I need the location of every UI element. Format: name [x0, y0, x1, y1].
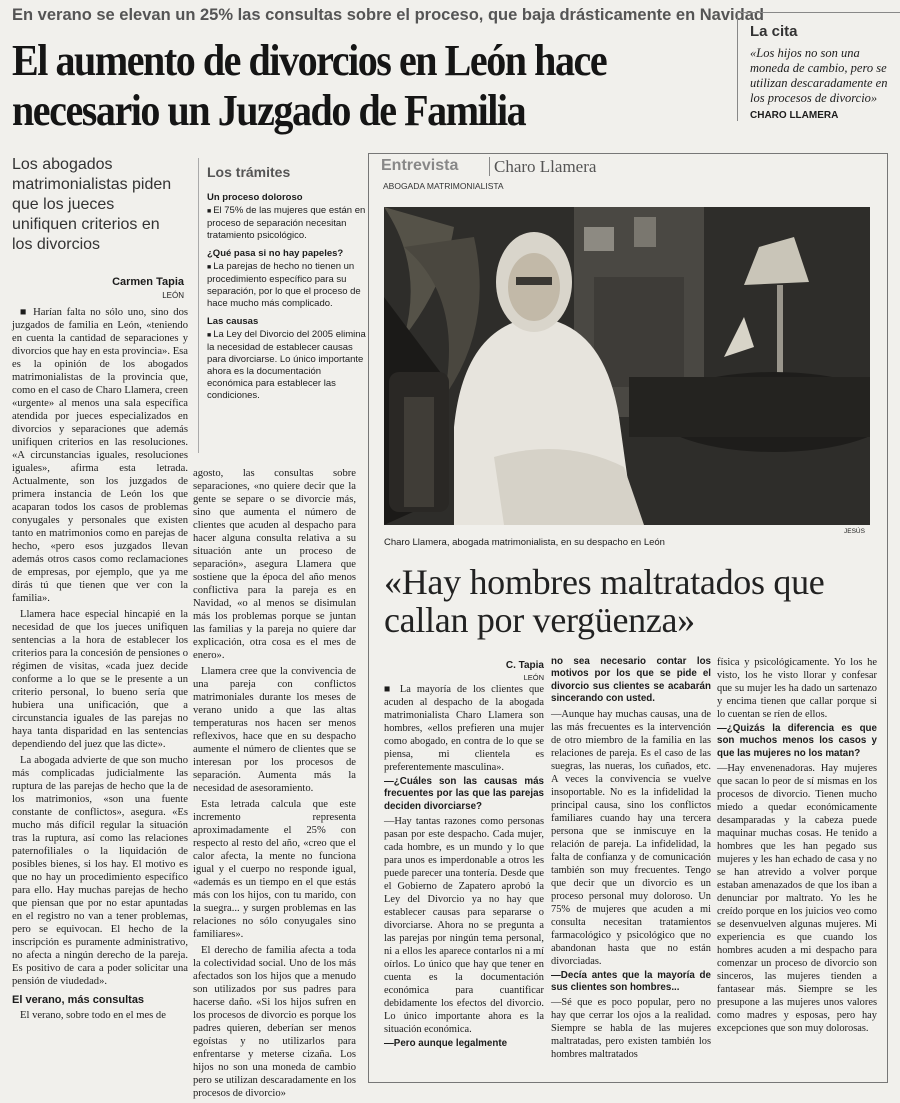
interview-question: —¿Cuáles son las causas más frecuentes por las que las parejas deciden divorciarse? — [384, 776, 544, 812]
paragraph: El derecho de familia afecta a toda la colectividad social. Uno de los más afectados son los hijos que a menudo son utilizados por sus padres para hacerse daño. «Si los hijos sufren en los procesos de divorcio es porque los padres quieren, deberían ser menos egoístas y no utilizarlos para enfrentarse y meterse cizaña. Los hijos no son una moneda de cambio pero se utilizan descaradamente en los procesos de divorcio» — [193, 945, 356, 1099]
photo-illustration — [384, 207, 870, 525]
interview-headline: «Hay hombres maltratados que callan por vergüenza» — [384, 562, 825, 640]
photo-credit: JESÚS — [844, 528, 865, 535]
interview-column-2 — [551, 656, 711, 1063]
sidebar-text: ■ La parejas de hecho no tienen un procedimiento específico para su separación, por lo que el proceso de hace mucho más complicado. — [207, 261, 367, 310]
interview-column-1 — [384, 683, 544, 1053]
interview-photo — [384, 207, 870, 525]
label-divider — [489, 157, 490, 176]
paragraph: Llamera cree que la convivencia de una pareja con conflictos matrimoniales durante los meses de verano unido a que las altas temperaturas nos hacen ser menos reflexivos, hace que en su despacho aumente el número de clientes que se interesan por los procesos de separación. Aumenta más la necesidad de asesoramiento. — [193, 666, 356, 794]
sidebar-text: ■ El 75% de las mujeres que están en proceso de separación necesitan tratamiento psicológico. — [207, 205, 367, 242]
paragraph: agosto, las consultas sobre separaciones, «no quiere decir que la gente se separe o se divorcie más, sino que aumenta el número de clientes que acuden al despacho para hacer alguna consulta relativa a su situación ante un proceso de separación», asegura Llamera que sostiene que la época del año menos conflictiva para la pareja es en Navidad, «o al menos se disimulan más los problemas porque se juntan las familias y la pareja no quiere dar explicación, otra cosa es el mes de enero». — [193, 468, 356, 661]
subheadline: Los abogados matrimonialistas piden que los jueces unifiquen criterios en los divorcios — [12, 156, 172, 253]
interview-column-3 — [717, 656, 877, 1037]
quote-box-title: La cita — [750, 23, 798, 40]
interview-answer: ■ La mayoría de los clientes que acuden al despacho de la abogada matrimonialista Charo Llamera son hombres, «ellos prefieren una mujer como abogado, en contra de lo que se piensa, mi clientela es preferentemente masculina». — [384, 684, 544, 773]
quote-text: «Los hijos no son una moneda de cambio, pero se utilizan descaradamente en los procesos de divorcio» — [750, 46, 888, 105]
sidebar-tramites — [198, 158, 367, 453]
article-column-1 — [12, 306, 188, 1025]
sidebar-heading: Un proceso doloroso — [207, 192, 303, 203]
interviewee-role: ABOGADA MATRIMONIALISTA — [383, 181, 504, 191]
interview-answer: —Hay envenenadoras. Hay mujeres que sacan lo peor de sí mismas en los procesos de divorcio. Tienen mucho miedo a quedar económicamente desamparadas y la cabeza puede maquinar muchas cosas. He tenido a hombres que les han pegado sus mujeres y les han echado de casa y no se han atrevido a volver porque estaban amenazados de que los iban a denunciar por maltrato. Yo les he creído porque en los juicios veo como se desenvuelven algunas mujeres. Mi experiencia es que cuando los hombres acuden a mi despacho para comenzar un proceso de divorcio son sinceros, las mujeres tienden a fantasear más. Siempre se les presupone a las mujeres unos valores como madres y esposas, pero hay excepciones que son muy dolorosas. — [717, 763, 877, 1035]
sidebar-heading: ¿Qué pasa si no hay papeles? — [207, 248, 344, 259]
interview-question: no sea necesario contar los motivos por los que se pide el divorcio sus clientes se acabarán sincerando con usted. — [551, 656, 711, 705]
kicker: En verano se elevan un 25% las consultas sobre el proceso, que baja drásticamente en Navidad — [12, 6, 764, 24]
photo-caption: Charo Llamera, abogada matrimonialista, en su despacho en León — [384, 537, 665, 548]
interview-question: —¿Quizás la diferencia es que son muchos menos los casos y que las mujeres no los matan? — [717, 723, 877, 759]
interviewee-name: Charo Llamera — [494, 157, 597, 176]
interview-answer: —Aunque hay muchas causas, una de las más frecuentes es la intervención de otro miembro de la familia en las relaciones de pareja. Es el caso de las suegras, las nueras, los cuñados, etc. A veces la convivencia se vuelve insoportable. No es la infidelidad la principal causa, sino los conflictos familiares cuando hay una tercera persona que se inmiscuye en la relación de pareja. La infidelidad, la falta de confianza y de comunicación también son muy frecuentes. Tengo que decir que un divorcio es un proceso personal muy doloroso. Un 75% de mujeres que acuden a mi consulta necesitan tratamientos farmacológico y psicológico que no abandonan hasta que no están divorciadas. — [551, 708, 711, 967]
interview-answer: —Sé que es poco popular, pero no hay que cerrar los ojos a la realidad. Siempre se habla de las mujeres maltratadas, pero existen también los hombres maltratados — [551, 997, 711, 1061]
paragraph: La abogada advierte de que son mucho más complicadas judicialmente las ruptura de las parejas de hecho que la de los matrimonios, «son una fuente constante de conflictos», asegura. «Es mucho más difícil regular la situación tras la ruptura, así como las relaciones paternofiliales o la liquidación de posibles bienes, si los hay. El motivo es que no hay un procedimiento específico para ello. Hay muchas parejas de hecho que piensan que por no estar apuntadas en el registro no van a tener problemas, pero se equivocan. El hecho de la inscripción es puramente administrativo, no afecta a ningún derecho de la pareja. Es positivo de cara a poder solicitar una pensión de viudedad». — [12, 755, 188, 987]
interview-question: —Pero aunque legalmente — [384, 1038, 508, 1050]
interview-answer: —Hay tantas razones como personas pasan por este despacho. Cada mujer, cada hombre, es un mundo y lo que para unos es imperdonable a otros les puede parecer una tontería. Desde que el Gobierno de Zapatero aprobó la Ley del Divorcio ya no hay que establecer causas para separarse o divorciarse. Ahora no se pregunta a las parejas por ningún tema personal, ni a ellos les aparece contarlos ni a mí oírlos. Lo único que hay que tener en cuenta es la documentación económica para cuantificar debidamente los efectos del divorcio. Lo único importante ahora es la situación económica. — [384, 816, 544, 1036]
sidebar-heading: Las causas — [207, 316, 259, 327]
article-column-2 — [193, 467, 356, 1103]
interview-byline: C. Tapia — [505, 660, 544, 671]
interview-answer: física y psicológicamente. Yo los he visto, los he visto llorar y confesar que su mujer les ha dado un sartenazo y encima tienen que callar porque si lo cuentan se ríen de ellos. — [717, 657, 877, 720]
section-heading: El verano, más consultas — [12, 994, 145, 1006]
paragraph: Esta letrada calcula que este incremento representa aproximadamente el 25% con respecto al resto del año, «creo que el calor afecta, la mente no funciona igual y el cuerpo no responde igual, «además es un tiempo en el que estás más con los hijos, con tu marido, con la suegra... y surgen problemas en las relaciones no sólo conyugales sino familiares». — [193, 799, 356, 940]
paragraph: El verano, sobre todo en el mes de — [20, 1010, 166, 1021]
interview-location: LEÓN — [523, 673, 544, 682]
interview-question: —Decía antes que la mayoría de sus clientes son hombres... — [551, 969, 711, 994]
sidebar-text: ■ La Ley del Divorcio del 2005 elimina la necesidad de establecer causas para divorciarse. Lo único importante ahora es la documentación económica para establecer las condiciones. — [207, 329, 367, 402]
quote-author: CHARO LLAMERA — [750, 110, 839, 121]
byline-author: Carmen Tapia — [112, 276, 184, 288]
paragraph: ■ Harían falta no sólo uno, sino dos juzgados de familia en León, «teniendo en cuenta la cantidad de separaciones y divorcios que hay en esta provincia». Esa es la opinión de los abogados matrimonialistas de la provincia que, como en el caso de Charo Llamera, creen «urgente» al menos una sala específica atendida por jueces especializados en divorcios y separaciones que además unifiquen criterios en las resoluciones. «A circunstancias iguales, resoluciones iguales», afirma esta letrada. Actualmente, son los juzgados de primera instancia de León los que acaparan todos los casos de problemas conyugales y personales que existen tanto en matrimonios como en parejas de hecho, «pero esos juzgados llevan además otros casos como reclamaciones de empresas, por ejemplo, que ya me dirás tú que tienen que ver con la familia». — [12, 307, 188, 604]
quote-box — [737, 12, 900, 121]
interview-label: Entrevista — [381, 157, 459, 174]
byline-location: LEÓN — [162, 291, 184, 300]
headline: El aumento de divorcios en León hace necesario un Juzgado de Familia — [12, 36, 607, 135]
paragraph: Llamera hace especial hincapié en la necesidad de que los jueces unifiquen sentencias a la hora de establecer los criterios para la concesión de pensiones o régimen de visitas, «cada juez decide conforme a lo que se le presente a un criterio personal, lo bueno sería que hubiera una unificación, que a circunstancia iguales de las parejas no haya tanta disparidad en las sentencias dependiendo del juez que las dicte». — [12, 609, 188, 750]
sidebar-title: Los trámites — [207, 164, 291, 180]
